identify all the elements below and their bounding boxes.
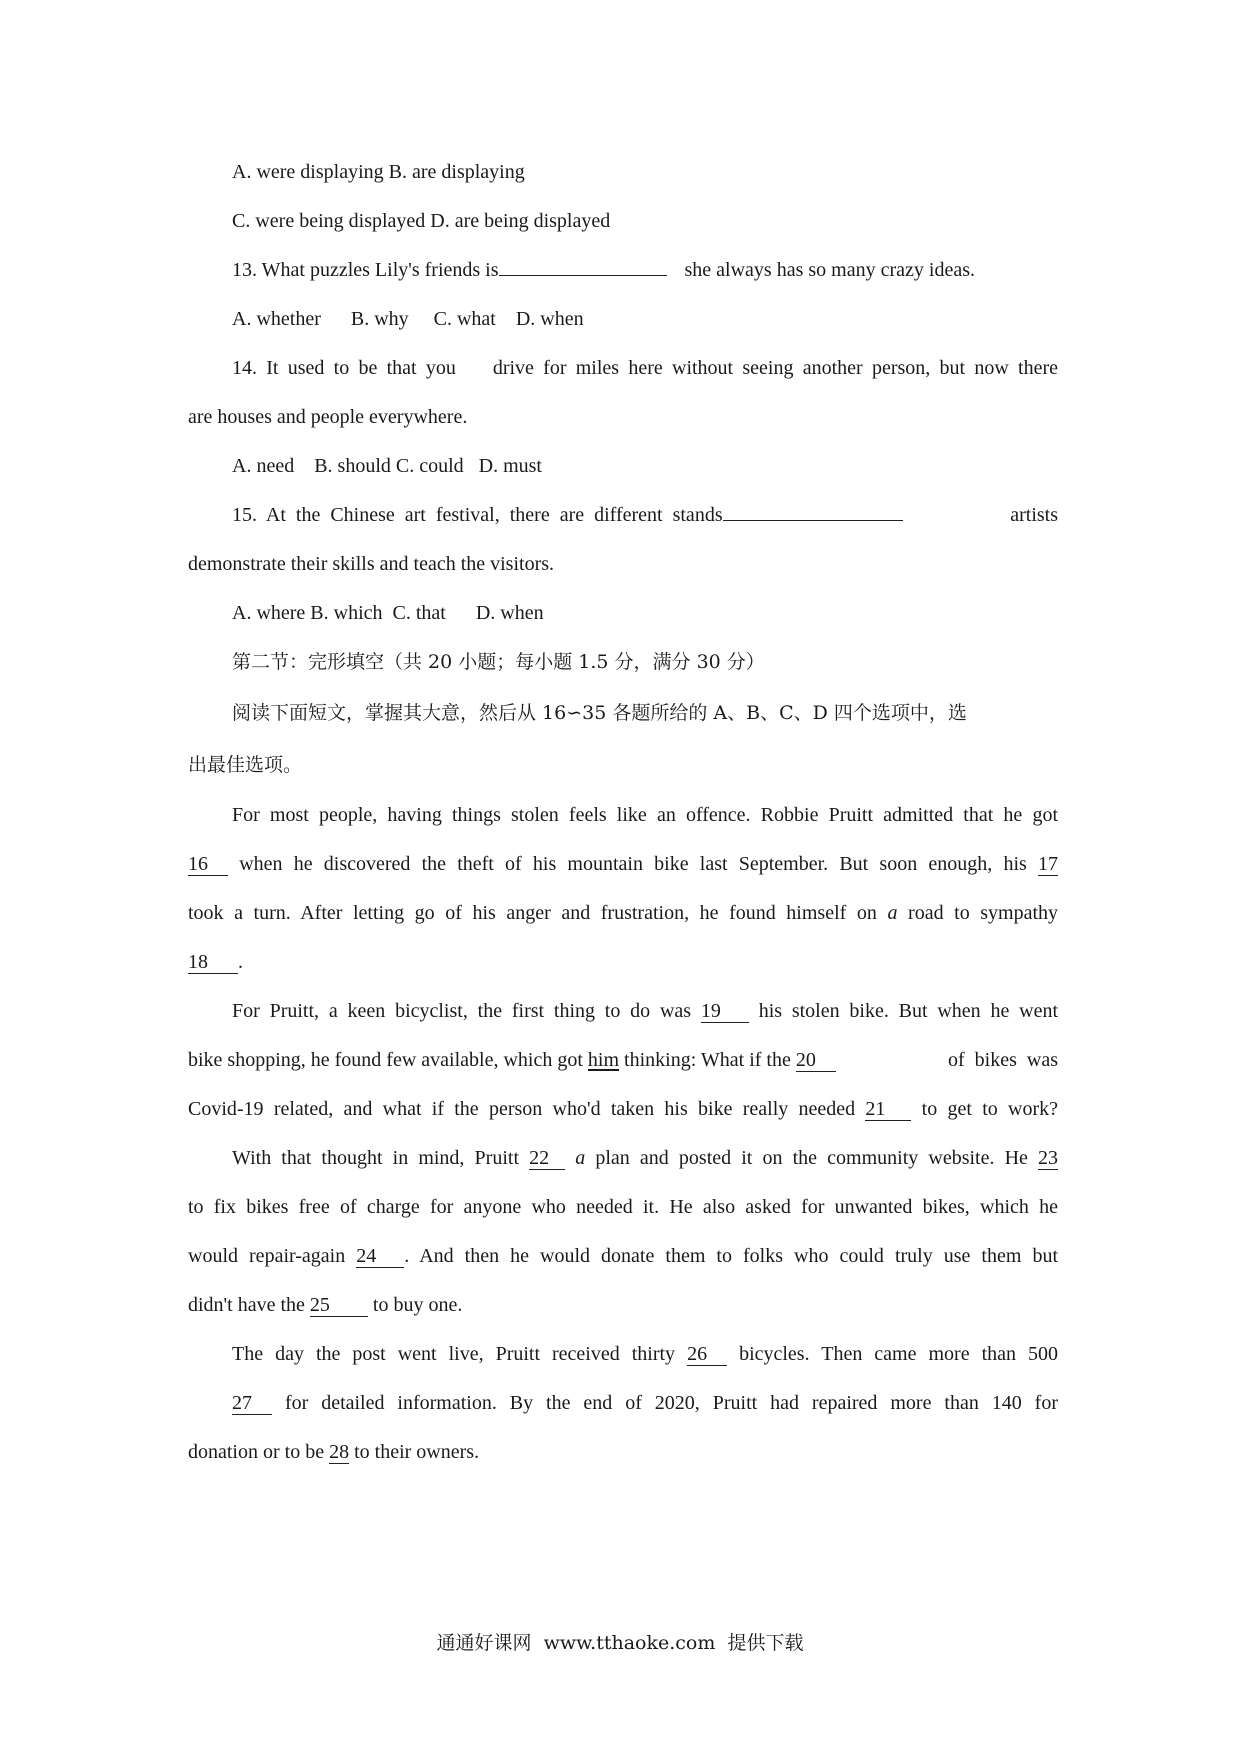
blank-26: 26 [687, 1343, 727, 1366]
passage-p1-line3-article: a [887, 902, 898, 924]
section-heading: 第二节：完形填空（共 20 小题；每小题 1.5 分，满分 30 分） [232, 651, 765, 673]
q14-options: A. need B. should C. could D. must [232, 455, 542, 477]
passage-p2-line2-end: of bikes was [948, 1049, 1058, 1071]
passage-p4-line1-start: The day the post went live, Pruitt received thirty [232, 1343, 676, 1365]
q13-stem-end: she always has so many crazy ideas. [684, 259, 975, 281]
q13-options: A. whether B. why C. what D. when [232, 308, 584, 330]
q15-stem-start: 15. At the Chinese art festival, there are different stands [232, 504, 723, 526]
passage-p3-line1-mid: plan and posted it on the community website. He [595, 1147, 1028, 1169]
passage-p2-line1 [188, 987, 1058, 1036]
q15-stem-line2: demonstrate their skills and teach the visitors. [188, 553, 555, 575]
passage-p2-line2-him: him [587, 1049, 620, 1071]
passage-p4-line2-text: for detailed information. By the end of 2020, Pruitt had repaired more than 140 for [284, 1392, 1059, 1414]
passage-p3-line3-end: . And then he would donate them to folks who could truly use them but [404, 1245, 1058, 1267]
passage-p4-line2 [188, 1379, 1058, 1428]
passage-p1-line3-end: road to sympathy [908, 902, 1059, 924]
passage-p4-line1-end: bicycles. Then came more than 500 [739, 1343, 1059, 1365]
blank-17: 17 [1038, 853, 1058, 875]
blank-28: 28 [329, 1441, 350, 1463]
q13-stem [188, 246, 1058, 295]
passage-p3-line1-start: With that thought in mind, Pruitt [232, 1147, 519, 1169]
passage-p1-line2-text: when he discovered the theft of his mountain bike last September. But soon enough, his [239, 853, 1027, 875]
section-instructions-line2: 出最佳选项。 [188, 754, 303, 776]
passage-p1-line2 [188, 840, 1058, 889]
page-content [188, 148, 1058, 1477]
passage-p4-line1 [188, 1330, 1058, 1379]
passage-p4-line3 [188, 1428, 1058, 1477]
blank-24: 24 [356, 1245, 404, 1268]
passage-p4-line3-end: to their owners. [354, 1441, 480, 1463]
passage-p3-line4-start: didn't have the [188, 1294, 305, 1316]
passage-p3-line2: to fix bikes free of charge for anyone who needed it. He also asked for unwanted bikes, which he [188, 1196, 1058, 1218]
blank-19: 19 [701, 1000, 749, 1023]
passage-p2-line3-end: to get to work? [921, 1098, 1058, 1120]
passage-p1-line1: For most people, having things stolen feels like an offence. Robbie Pruitt admitted that he got [232, 804, 1058, 826]
q13-answer-blank [499, 253, 667, 276]
passage-p3-line1-article: a [575, 1147, 586, 1169]
blank-23: 23 [1038, 1147, 1059, 1169]
passage-p2-line2 [188, 1036, 1058, 1085]
blank-22: 22 [529, 1147, 565, 1170]
q15-stem-end: artists [1010, 504, 1058, 526]
q12-options-line2: C. were being displayed D. are being displayed [232, 210, 611, 232]
passage-p3-line3-start: would repair-again [188, 1245, 346, 1267]
blank-27: 27 [232, 1392, 272, 1415]
passage-p3-line4 [188, 1281, 1058, 1330]
passage-p3-line1 [188, 1134, 1058, 1183]
blank-20: 20 [796, 1049, 836, 1072]
blank-16: 16 [188, 853, 228, 876]
passage-p3-line3 [188, 1232, 1058, 1281]
passage-p2-line3-start: Covid-19 related, and what if the person who'd taken his bike really needed [188, 1098, 856, 1120]
q14-stem-line2: are houses and people everywhere. [188, 406, 468, 428]
passage-p1-line4 [188, 938, 1058, 987]
blank-18: 18 [188, 951, 238, 974]
passage-p2-line2-mid: thinking: What if the [624, 1049, 791, 1071]
q14-stem-line1: 14. It used to be that you drive for miles here without seeing another person, but now there [232, 357, 1058, 379]
passage-p1-line3 [188, 889, 1058, 938]
passage-p4-line3-start: donation or to be [188, 1441, 325, 1463]
passage-p2-line2-start: bike shopping, he found few available, which got [188, 1049, 583, 1071]
passage-p1-line3-start: took a turn. After letting go of his anger and frustration, he found himself on [188, 902, 877, 924]
passage-p2-line3 [188, 1085, 1058, 1134]
q15-options: A. where B. which C. that D. when [232, 602, 544, 624]
passage-p1-line4-end: . [238, 951, 243, 973]
q15-stem-line1 [188, 491, 1058, 540]
passage-p2-line1-end: his stolen bike. But when he went [758, 1000, 1059, 1022]
q12-options-line1: A. were displaying B. are displaying [232, 161, 525, 183]
blank-25: 25 [310, 1294, 368, 1317]
section-instructions-line1: 阅读下面短文，掌握其大意，然后从 16∽35 各题所给的 A、B、C、D 四个选项中，选 [232, 702, 967, 724]
blank-21: 21 [865, 1098, 911, 1121]
q15-answer-blank [723, 498, 903, 521]
q13-stem-start: 13. What puzzles Lily's friends is [232, 259, 499, 281]
passage-p2-line1-start: For Pruitt, a keen bicyclist, the first thing to do was [232, 1000, 692, 1022]
page-footer: 通通好课网 www.tthaoke.com 提供下载 [436, 1632, 804, 1654]
passage-p3-line4-end: to buy one. [372, 1294, 463, 1316]
